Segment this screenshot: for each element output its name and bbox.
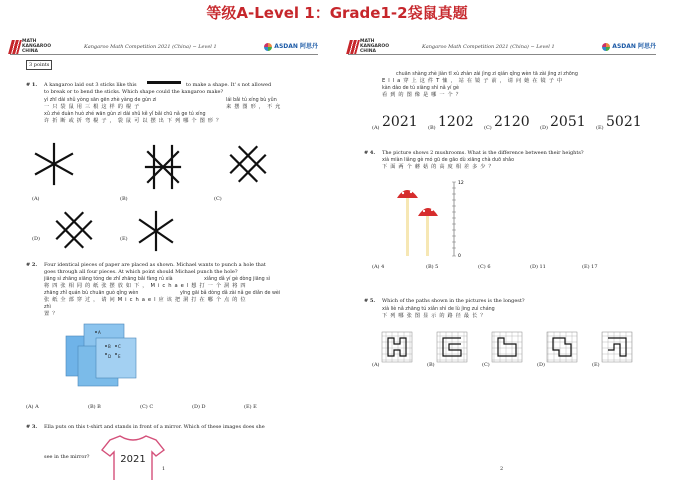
option-label[interactable]: (E) E [244,404,257,410]
pinyin: jiāng sì zhāng xiāng tóng de zhǐ zhāng bǎi fàng rú xià [44,277,173,282]
math-kangaroo-logo: MATH KANGAROO CHINA [348,38,388,58]
question-text: The picture shows 2 mushrooms. What is the difference between their heights? [382,150,584,156]
q5-paths [380,330,662,366]
page-1 [4,30,324,480]
option-label[interactable]: (B) [427,362,435,368]
mirror-image-a: 2021 [382,114,418,130]
tshirt-icon [100,434,166,480]
chinese-text: 下面两个蘑菇的高度相差多少？ [382,164,497,170]
asdan-logo: ASDAN 阿思丹 [602,41,656,51]
option-label[interactable]: (C) [214,196,222,202]
question-text: Four identical pieces of paper are placed as shown. Michael wants to punch a hole that [44,262,266,268]
question-text: Ella puts on this t-shirt and stands in front of a mirror. Which of these images does she [44,424,265,430]
question-text: goes through all four pieces. At which point should Michael punch the hole? [44,269,238,275]
question-number: # 2. [26,262,38,268]
question-text: to break or to bend the sticks. Which shape could the kangaroo make? [44,89,224,95]
tshirt-text: 2021 [120,454,146,465]
chinese-text: 将四张相同的纸张摆放如下，Michael想打一个洞将四 [44,283,249,289]
stick-icon [146,80,182,88]
chinese-text: 张纸全部穿过，请问Michael应该把洞打在哪个点的位 [44,297,249,303]
chinese-text: 许折断或折弯棍子，袋鼠可以摆出下列哪个图形？ [44,118,225,124]
pinyin: zhì [44,305,51,310]
question-number: # 1. [26,82,38,88]
option-label[interactable]: (C) 6 [478,264,491,270]
option-label[interactable]: (E) [120,236,128,242]
chinese-text: 下列哪张图显示的路径最长？ [382,313,489,319]
points-label: 3 points [26,60,52,70]
mushrooms-figure [392,176,482,260]
chinese-text: Ella穿上这件T恤，站在镜子前，请问她在镜子中 [382,78,566,84]
chinese-text: 置？ [44,311,61,317]
q1-shapes [32,142,322,252]
q2-papers [62,320,142,392]
page-header [4,38,324,60]
option-label[interactable]: (B) [120,196,128,202]
page-2 [342,30,662,480]
point-label: B [108,344,111,349]
option-label[interactable]: (A) A [26,404,39,410]
page-number: 1 [162,466,166,472]
option-label[interactable]: (E) [596,125,604,131]
pinyin: xià miàn liǎng gè mó gū de gāo dù xiāng chà duō shǎo [382,158,515,163]
option-label[interactable]: (D) D [192,404,206,410]
question-text: A kangaroo laid out 3 sticks like this [44,82,137,88]
mirror-image-d: 2051 [550,114,586,130]
page-number: 2 [500,466,504,472]
question-text: Which of the paths shown in the pictures is the longest? [382,298,525,304]
option-label[interactable]: (D) [540,125,548,131]
question-number: # 4. [364,150,376,156]
pinyin: yīng gāi bǎ dòng dǎ zài nǎ ge diǎn de wèi [180,291,281,296]
option-label[interactable]: (C) [482,362,490,368]
pinyin: kàn dào de tú xiàng shì nǎ yí gè [382,86,459,91]
asdan-logo: ASDAN 阿思丹 [264,41,318,51]
header-title: Kangaroo Math Competition 2021 (China) − Level 1 [84,44,217,50]
question-text: see in the mirror? [44,454,90,460]
question-number: # 5. [364,298,376,304]
chinese-text: 看到的图像是哪一个？ [382,92,464,98]
option-label[interactable]: (A) 4 [372,264,385,270]
option-label[interactable]: (B) B [88,404,101,410]
question-text: to make a shape. It' s not allowed [186,82,272,88]
chinese-text: 来摆图形，不允 [226,104,284,110]
pinyin: chuān shàng zhè jiàn tī xù zhàn zài jìng zi qián qǐng wèn tā zài jìng zi zhōng [396,72,578,77]
option-label[interactable]: (B) 5 [426,264,439,270]
pinyin: zhāng zhǐ quán bù chuān guò qǐng wèn [44,291,139,296]
header-title: Kangaroo Math Competition 2021 (China) − Level 1 [422,44,555,50]
chinese-text: 一只袋鼠用三根这样的棍子 [44,104,143,110]
pinyin: xiǎng dǎ yí gè dòng jiāng sì [204,277,271,282]
page-header [342,38,662,60]
option-label[interactable]: (D) [32,236,40,242]
pinyin: yì zhī dài shǔ yòng sān gēn zhè yàng de gùn zi [44,98,157,103]
pinyin: lái bǎi tú xíng bù yǔn [226,98,277,103]
point-label: C [118,344,121,349]
point-label: D [108,354,112,359]
question-number: # 3. [26,424,38,430]
option-label[interactable]: (A) [372,362,380,368]
option-label[interactable]: (C) [484,125,492,131]
option-label[interactable]: (C) C [140,404,154,410]
option-label[interactable]: (B) [428,125,436,131]
option-label[interactable]: (E) [592,362,600,368]
option-label[interactable]: (D) 11 [530,264,546,270]
pinyin: xǔ zhé duàn huò zhé wān gùn zi dài shǔ kě yǐ bǎi chū nǎ ge tú xíng [44,112,206,117]
point-label: E [118,354,121,359]
math-kangaroo-logo: MATH KANGAROO CHINA [10,38,50,58]
scale-label: 12 [458,181,464,186]
mirror-image-b: 1202 [438,114,474,130]
point-label: A [98,330,101,335]
scale-label: 0 [458,254,461,259]
mirror-image-c: 2120 [494,114,530,130]
pinyin: xià liè nǎ zhāng tú xiǎn shì de lù jìng zuì cháng [382,307,495,312]
option-label[interactable]: (A) [32,196,40,202]
option-label[interactable]: (A) [372,125,380,131]
option-label[interactable]: (E) 17 [582,264,598,270]
banner-title: 等级A-Level 1：Grade1-2袋鼠真题 [206,4,468,22]
mirror-image-e: 5021 [606,114,642,130]
option-label[interactable]: (D) [537,362,545,368]
